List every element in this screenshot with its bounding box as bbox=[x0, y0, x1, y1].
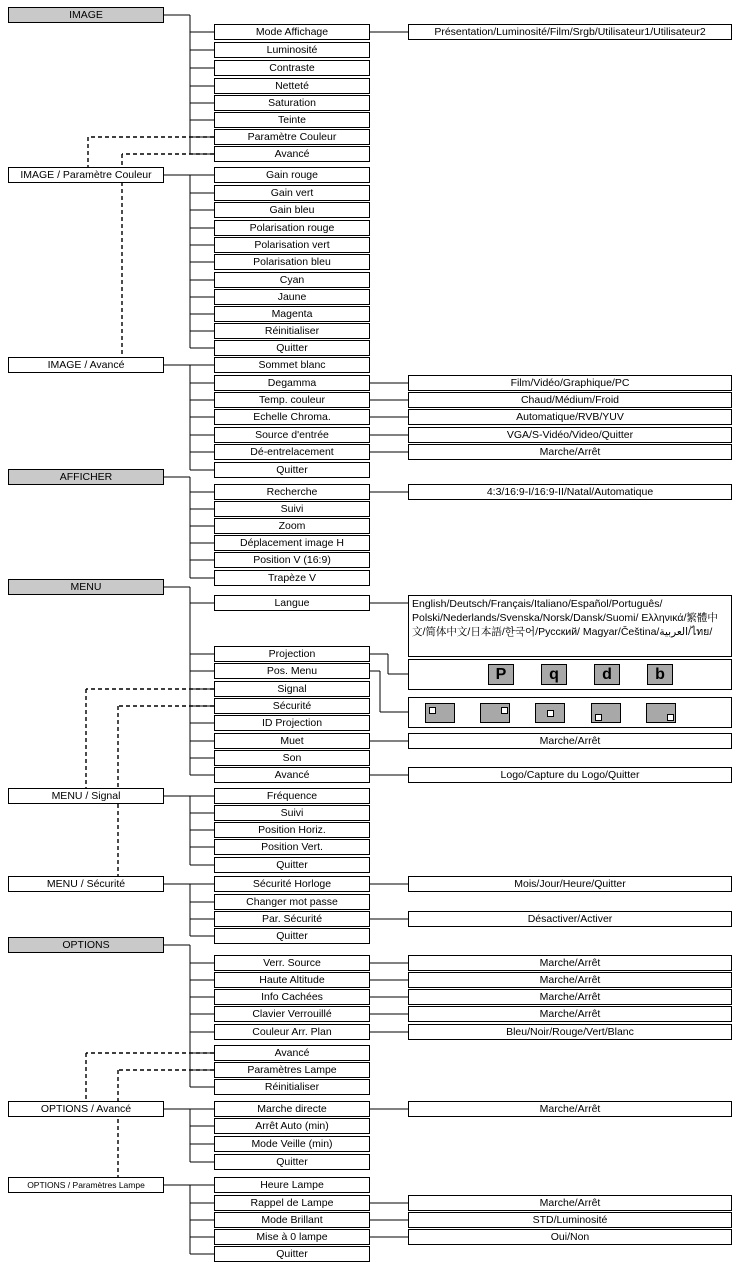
item-projection: Projection bbox=[214, 646, 370, 662]
menu-position-options-box bbox=[408, 697, 732, 728]
section-options-lamp: OPTIONS / Paramètres Lampe bbox=[8, 1177, 164, 1193]
item-quitter: Quitter bbox=[214, 462, 370, 478]
item-magenta: Magenta bbox=[214, 306, 370, 322]
value-marche-directe: Marche/Arrêt bbox=[408, 1101, 732, 1117]
section-options-advanced: OPTIONS / Avancé bbox=[8, 1101, 164, 1117]
item-recherche: Recherche bbox=[214, 484, 370, 500]
section-options: OPTIONS bbox=[8, 937, 164, 953]
section-image-advanced: IMAGE / Avancé bbox=[8, 357, 164, 373]
item-parametres-lampe: Paramètres Lampe bbox=[214, 1062, 370, 1078]
item-muet: Muet bbox=[214, 733, 370, 749]
item-reinitialiser: Réinitialiser bbox=[214, 1079, 370, 1095]
item-frequence: Fréquence bbox=[214, 788, 370, 804]
item-securite: Sécurité bbox=[214, 698, 370, 714]
item-avance: Avancé bbox=[214, 146, 370, 162]
item-temp-couleur: Temp. couleur bbox=[214, 392, 370, 408]
item-position-v: Position V (16:9) bbox=[214, 552, 370, 568]
item-changer-mot-passe: Changer mot passe bbox=[214, 894, 370, 910]
projection-rear-icon: q bbox=[541, 664, 567, 685]
item-quitter: Quitter bbox=[214, 857, 370, 873]
item-son: Son bbox=[214, 750, 370, 766]
item-suivi: Suivi bbox=[214, 501, 370, 517]
projection-ceiling-icon: d bbox=[594, 664, 620, 685]
section-menu: MENU bbox=[8, 579, 164, 595]
value-mise-a-0-lampe: Oui/Non bbox=[408, 1229, 732, 1245]
item-verr-source: Verr. Source bbox=[214, 955, 370, 971]
value-muet: Marche/Arrêt bbox=[408, 733, 732, 749]
item-position-horiz: Position Horiz. bbox=[214, 822, 370, 838]
projection-front-icon: P bbox=[488, 664, 514, 685]
item-mode-veille: Mode Veille (min) bbox=[214, 1136, 370, 1152]
item-zoom: Zoom bbox=[214, 518, 370, 534]
value-avance: Logo/Capture du Logo/Quitter bbox=[408, 767, 732, 783]
item-quitter: Quitter bbox=[214, 340, 370, 356]
item-clavier-verrouille: Clavier Verrouillé bbox=[214, 1006, 370, 1022]
item-heure-lampe: Heure Lampe bbox=[214, 1177, 370, 1193]
item-polarisation-vert: Polarisation vert bbox=[214, 237, 370, 253]
projection-options-box bbox=[408, 659, 732, 690]
item-id-projection: ID Projection bbox=[214, 715, 370, 731]
item-gain-vert: Gain vert bbox=[214, 185, 370, 201]
item-contraste: Contraste bbox=[214, 60, 370, 76]
value-temp-couleur: Chaud/Médium/Froid bbox=[408, 392, 732, 408]
section-menu-security: MENU / Sécurité bbox=[8, 876, 164, 892]
value-verr-source: Marche/Arrêt bbox=[408, 955, 732, 971]
item-langue: Langue bbox=[214, 595, 370, 611]
item-teinte: Teinte bbox=[214, 112, 370, 128]
section-image-color: IMAGE / Paramètre Couleur bbox=[8, 167, 164, 183]
menu-position-top-left-icon bbox=[425, 703, 455, 723]
value-degamma: Film/Vidéo/Graphique/PC bbox=[408, 375, 732, 391]
value-securite-horloge: Mois/Jour/Heure/Quitter bbox=[408, 876, 732, 892]
item-parametre-couleur: Paramètre Couleur bbox=[214, 129, 370, 145]
item-quitter: Quitter bbox=[214, 1154, 370, 1170]
item-luminosite: Luminosité bbox=[214, 42, 370, 58]
value-langue: English/Deutsch/Français/Italiano/Español/Português/ Polski/Nederlands/Svenska/Norsk/Dansk/Suomi/ Ελληνικά/繁體中文/简体中文/日本語/한국어/Русский/ Magyar/Čeština/العربية/ไทย/ bbox=[408, 595, 732, 657]
menu-position-bottom-right-icon bbox=[646, 703, 676, 723]
menu-position-bottom-left-icon bbox=[591, 703, 621, 723]
section-image: IMAGE bbox=[8, 7, 164, 23]
item-quitter: Quitter bbox=[214, 1246, 370, 1262]
item-quitter: Quitter bbox=[214, 928, 370, 944]
item-nettete: Netteté bbox=[214, 78, 370, 94]
value-mode-brillant: STD/Luminosité bbox=[408, 1212, 732, 1228]
item-mode-brillant: Mode Brillant bbox=[214, 1212, 370, 1228]
item-jaune: Jaune bbox=[214, 289, 370, 305]
item-arret-auto: Arrêt Auto (min) bbox=[214, 1118, 370, 1134]
item-saturation: Saturation bbox=[214, 95, 370, 111]
item-trapeze-v: Trapèze V bbox=[214, 570, 370, 586]
item-par-securite: Par. Sécurité bbox=[214, 911, 370, 927]
item-signal: Signal bbox=[214, 681, 370, 697]
item-avance: Avancé bbox=[214, 767, 370, 783]
value-clavier-verrouille: Marche/Arrêt bbox=[408, 1006, 732, 1022]
value-mode-affichage: Présentation/Luminosité/Film/Srgb/Utilisateur1/Utilisateur2 bbox=[408, 24, 732, 40]
item-gain-rouge: Gain rouge bbox=[214, 167, 370, 183]
value-info-cachees: Marche/Arrêt bbox=[408, 989, 732, 1005]
value-echelle-chroma: Automatique/RVB/YUV bbox=[408, 409, 732, 425]
item-mode-affichage: Mode Affichage bbox=[214, 24, 370, 40]
item-pos-menu: Pos. Menu bbox=[214, 663, 370, 679]
item-source-entree: Source d'entrée bbox=[214, 427, 370, 443]
item-securite-horloge: Sécurité Horloge bbox=[214, 876, 370, 892]
item-sommet-blanc: Sommet blanc bbox=[214, 357, 370, 373]
item-polarisation-rouge: Polarisation rouge bbox=[214, 220, 370, 236]
item-cyan: Cyan bbox=[214, 272, 370, 288]
item-echelle-chroma: Echelle Chroma. bbox=[214, 409, 370, 425]
item-reinitialiser: Réinitialiser bbox=[214, 323, 370, 339]
value-couleur-arr-plan: Bleu/Noir/Rouge/Vert/Blanc bbox=[408, 1024, 732, 1040]
item-suivi: Suivi bbox=[214, 805, 370, 821]
value-par-securite: Désactiver/Activer bbox=[408, 911, 732, 927]
item-avance: Avancé bbox=[214, 1045, 370, 1061]
value-source-entree: VGA/S-Vidéo/Video/Quitter bbox=[408, 427, 732, 443]
projection-rear-ceiling-icon: b bbox=[647, 664, 673, 685]
item-haute-altitude: Haute Altitude bbox=[214, 972, 370, 988]
item-rappel-de-lampe: Rappel de Lampe bbox=[214, 1195, 370, 1211]
value-rappel-de-lampe: Marche/Arrêt bbox=[408, 1195, 732, 1211]
item-position-vert: Position Vert. bbox=[214, 839, 370, 855]
item-mise-a-0-lampe: Mise à 0 lampe bbox=[214, 1229, 370, 1245]
section-menu-signal: MENU / Signal bbox=[8, 788, 164, 804]
value-de-entrelacement: Marche/Arrêt bbox=[408, 444, 732, 460]
menu-position-center-icon bbox=[535, 703, 565, 723]
menu-position-top-right-icon bbox=[480, 703, 510, 723]
item-info-cachees: Info Cachées bbox=[214, 989, 370, 1005]
item-degamma: Degamma bbox=[214, 375, 370, 391]
section-afficher: AFFICHER bbox=[8, 469, 164, 485]
item-deplacement-image-h: Déplacement image H bbox=[214, 535, 370, 551]
item-polarisation-bleu: Polarisation bleu bbox=[214, 254, 370, 270]
value-recherche: 4:3/16:9-I/16:9-II/Natal/Automatique bbox=[408, 484, 732, 500]
item-marche-directe: Marche directe bbox=[214, 1101, 370, 1117]
item-gain-bleu: Gain bleu bbox=[214, 202, 370, 218]
item-de-entrelacement: Dé-entrelacement bbox=[214, 444, 370, 460]
value-haute-altitude: Marche/Arrêt bbox=[408, 972, 732, 988]
item-couleur-arr-plan: Couleur Arr. Plan bbox=[214, 1024, 370, 1040]
